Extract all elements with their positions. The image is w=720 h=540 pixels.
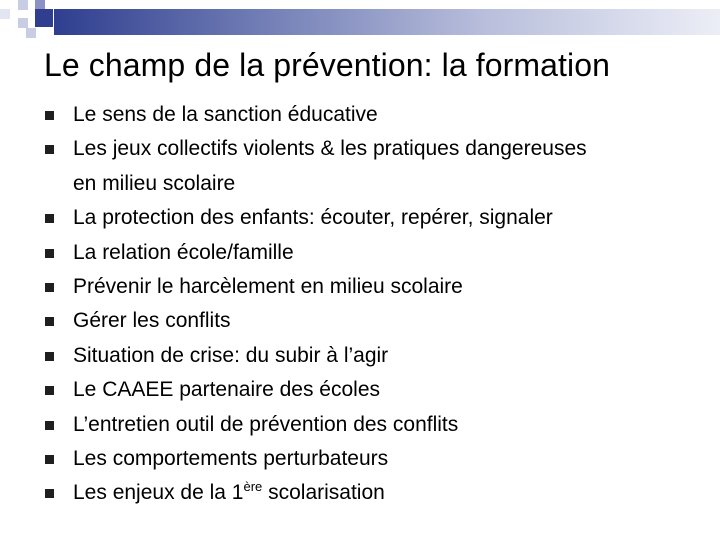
item-text: Les jeux collectifs violents & les pratiques dangereuses (73, 137, 587, 161)
ordinal-superscript: ère (243, 479, 263, 495)
list-item (45, 236, 695, 270)
square-bullet-icon (45, 455, 54, 464)
list-item (45, 339, 695, 373)
item-text-after: scolarisation (262, 481, 385, 505)
item-text: L’entretien outil de prévention des conflits (73, 412, 459, 436)
item-text: Les comportements perturbateurs (73, 447, 389, 471)
list-item (45, 442, 695, 476)
list-item (45, 476, 695, 510)
deco-square (18, 18, 28, 28)
list-item (45, 201, 695, 235)
item-text: Le sens de la sanction éducative (73, 103, 378, 126)
deco-square (26, 28, 36, 38)
square-bullet-icon (45, 145, 54, 154)
list-item (45, 373, 695, 407)
item-text-continued: en milieu scolaire (73, 171, 236, 195)
list-item (45, 98, 695, 132)
slide-title: Le champ de la prévention: la formation (44, 47, 611, 83)
item-text: Prévenir le harcèlement en milieu scolaire (73, 275, 463, 299)
list-item (45, 304, 695, 338)
item-text: Les enjeux de la 1 (73, 481, 244, 505)
bullet-list (45, 98, 695, 511)
square-bullet-icon (45, 283, 54, 292)
square-bullet-icon (45, 214, 54, 223)
square-bullet-icon (45, 489, 54, 498)
square-bullet-icon (45, 111, 54, 120)
square-bullet-icon (45, 317, 54, 326)
item-text: Le CAAEE partenaire des écoles (73, 378, 381, 402)
square-bullet-icon (45, 352, 54, 361)
decorative-squares (0, 0, 60, 45)
item-text: La protection des enfants: écouter, repérer, signaler (73, 206, 553, 230)
deco-square (18, 0, 28, 10)
deco-square (35, 9, 53, 27)
square-bullet-icon (45, 249, 54, 258)
item-text: Situation de crise: du subir à l’agir (73, 343, 389, 367)
deco-square (0, 9, 10, 19)
square-bullet-icon (45, 386, 54, 395)
title-band (54, 9, 720, 35)
list-item (45, 408, 695, 442)
list-item (45, 270, 695, 304)
square-bullet-icon (45, 421, 54, 430)
item-text: La relation école/famille (73, 240, 294, 264)
item-text: Gérer les conflits (73, 309, 231, 333)
list-item (45, 132, 695, 201)
